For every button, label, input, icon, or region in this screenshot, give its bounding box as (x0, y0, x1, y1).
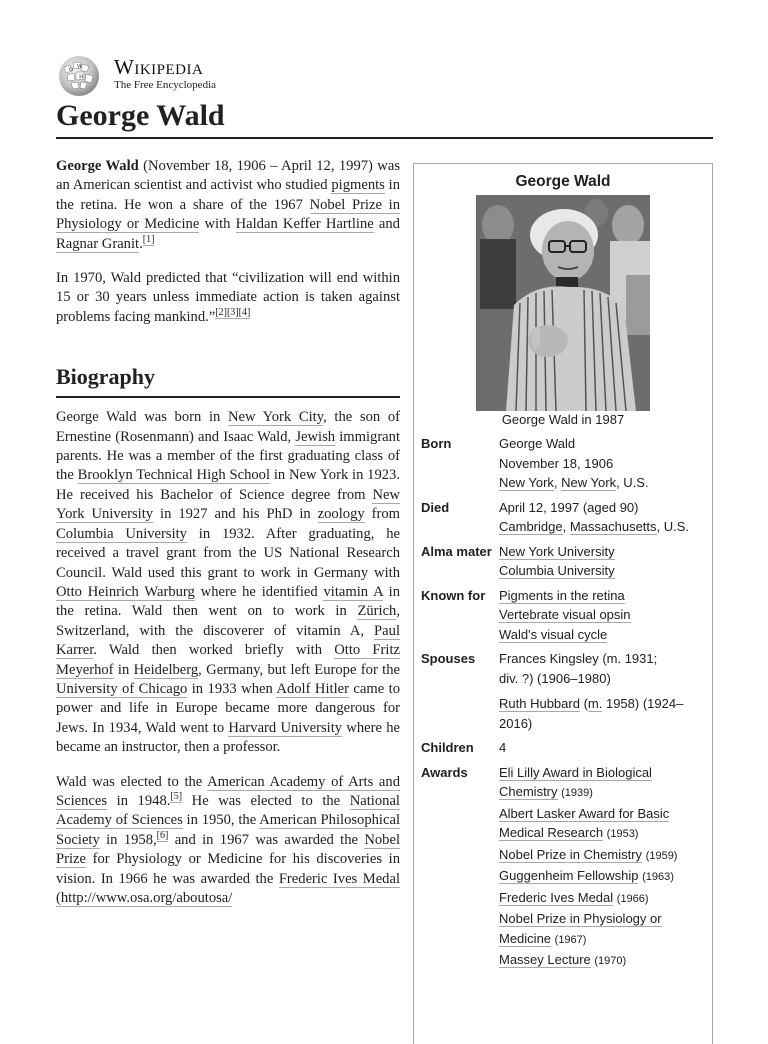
svg-text:И: И (79, 74, 84, 80)
link-married-abbr[interactable]: m. (587, 696, 603, 711)
link-frederic-ives-medal[interactable]: Frederic Ives Medal (http://www.osa.org/aboutosa/ (56, 870, 401, 906)
link-award[interactable]: Nobel Prize in Physiology or (499, 911, 662, 926)
link-otto-meyerhof[interactable]: Otto Fritz Meyerhof (56, 642, 400, 678)
link-american-academy[interactable]: American Academy of Arts and Sciences (56, 773, 400, 809)
award-item (499, 804, 709, 824)
link-nyu[interactable]: New York University (56, 486, 400, 523)
link-pigments[interactable]: pigments (331, 177, 385, 194)
text: for Physiology or Medicine for his discoveries in vision. In 1966 he was awarded the (56, 851, 400, 887)
award-item (499, 888, 709, 910)
link-award[interactable]: Chemistry (499, 784, 558, 799)
link-ragnar-granit[interactable]: Ragnar Granit (56, 235, 140, 252)
wikipedia-globe-icon (56, 55, 102, 97)
label-born: Born (421, 436, 452, 451)
reference-5[interactable]: [5] (170, 791, 183, 803)
link-brooklyn-tech[interactable]: Brooklyn Technical High School (77, 467, 271, 484)
value-known-for (499, 586, 709, 645)
text: , Switzerland, with the discoverer of vitamin A, (56, 603, 400, 639)
text: He was elected to the (182, 792, 350, 809)
link-nobel-prize[interactable]: Nobel Prize (56, 831, 400, 868)
infobox (413, 163, 713, 1044)
text: in the retina. He won a share of the 1967 (56, 177, 400, 213)
text: immigrant parents. He was a member of the first graduating class of the (56, 428, 401, 484)
value-spouses (499, 649, 709, 733)
label-known-for: Known for (421, 587, 486, 603)
label-awards: Awards (421, 764, 468, 780)
text: , Germany, but left Europe for the (198, 661, 400, 678)
text: and in 1967 was awarded the (168, 831, 365, 848)
link-massachusetts[interactable]: Massachusetts (569, 519, 657, 534)
text: where he became an instructor, then a professor. (56, 719, 400, 756)
text: 1958) (1924– (602, 696, 684, 711)
link-pigments-retina[interactable]: in the retina (553, 587, 625, 603)
text: in 1950, the (182, 812, 260, 829)
award-year: (1967) (554, 933, 587, 946)
row-born (421, 434, 709, 493)
row-died (421, 498, 709, 537)
text: ( (579, 696, 588, 711)
link-award[interactable]: Medical Research (499, 825, 604, 840)
portrait-caption: George Wald in 1987 (501, 412, 625, 427)
article-body (56, 157, 400, 923)
link-award[interactable]: Nobel Prize in Chemistry (499, 846, 643, 862)
link-national-academy[interactable]: National Academy of Sciences (56, 792, 400, 829)
text: (November 18, 1906 – April 12, 1997) was an American scientist and activist who studied (56, 158, 400, 194)
infobox-rows (421, 434, 709, 977)
link-pigments[interactable]: Pigments (499, 587, 554, 603)
award-year: (1939) (561, 787, 593, 799)
award-item (499, 823, 709, 845)
reference-1[interactable]: [1] (142, 233, 155, 245)
wordmark (114, 55, 216, 91)
award-item (499, 763, 709, 783)
value-died (499, 498, 709, 537)
text: and (373, 216, 400, 233)
row-spouses (421, 649, 709, 733)
link-nobel-prize-physiology[interactable]: Nobel Prize in Physiology or Medicine (56, 196, 400, 233)
biography-paragraph-1 (56, 408, 400, 757)
link-award[interactable]: Albert Lasker Award for Basic (499, 805, 670, 821)
born-date: November 18, 1906 (499, 455, 614, 471)
text: , (562, 519, 570, 534)
text: in 1948. (107, 792, 171, 809)
text: , U.S. (616, 475, 649, 490)
award-item (499, 845, 709, 867)
text: in the retina. Wald then went on to work in (56, 583, 401, 620)
link-american-philosophical-society[interactable]: American Philosophical Society (56, 812, 400, 848)
wordmark-tagline: The Free Encyclopedia (114, 79, 217, 91)
link-new-york-city[interactable]: New York City (228, 409, 324, 426)
label-alma-mater: Alma mater (421, 543, 492, 559)
text: In 1970, Wald predicted that “civilization will end within 15 or 30 years unless immediate action is taken against problems facing mankind.” (56, 270, 400, 325)
line (499, 605, 709, 625)
link-jewish[interactable]: Jewish (295, 428, 336, 445)
biography-paragraph-2 (56, 773, 400, 909)
text: in 1932. After graduating, he received a travel grant from the US National Research Council. Wald used this grant to work in Germany with (56, 525, 400, 581)
spouse-2-line-1 (499, 694, 709, 714)
section-divider (56, 396, 400, 398)
link-award[interactable]: Medicine (499, 930, 552, 946)
spouse-2-line-2: 2016) (499, 715, 533, 731)
text: . (139, 235, 143, 252)
text: , the son of Ernestine (Rosenmann) and Isaac Wald, (56, 409, 400, 445)
section-heading-biography: Biography (56, 364, 156, 390)
label-spouses: Spouses (421, 651, 476, 666)
reference-6[interactable]: [6] (156, 829, 169, 841)
link-visual-cycle[interactable]: Wald's visual cycle (499, 626, 608, 642)
link-cambridge[interactable]: Cambridge (499, 519, 563, 534)
link-columbia[interactable]: Columbia University (499, 563, 615, 578)
born-name: George Wald (499, 436, 576, 451)
link-heidelberg[interactable]: Heidelberg (133, 661, 199, 678)
line (499, 542, 709, 562)
reference-3[interactable]: [3] (226, 306, 239, 318)
link-nyu[interactable]: New York University (499, 543, 615, 559)
wordmark-title: Wikipedia (114, 55, 204, 79)
died-date: April 12, 1997 (aged 90) (499, 499, 639, 515)
link-paul-karrer[interactable]: Paul Karrer (56, 622, 400, 659)
award-item (499, 866, 709, 888)
line (499, 586, 709, 606)
text: in (113, 661, 134, 678)
spouse-1-line-2: div. ?) (1906–1980) (499, 670, 611, 686)
text: where he identified (194, 583, 324, 600)
text: . Wald then worked briefly with (93, 642, 335, 659)
infobox-title: George Wald (515, 173, 611, 190)
award-year: (1953) (606, 828, 639, 840)
award-item (499, 782, 709, 804)
value-awards (499, 763, 709, 972)
link-award[interactable]: Frederic Ives Medal (499, 889, 614, 905)
text: in 1933 when (187, 680, 277, 697)
intro-paragraph-1 (56, 157, 400, 254)
row-alma-mater (421, 542, 709, 581)
award-year: (1970) (594, 955, 627, 967)
link-award[interactable]: Guggenheim Fellowship (499, 868, 639, 883)
text: with (199, 216, 236, 233)
row-awards (421, 763, 709, 972)
link-award[interactable]: Massey Lecture (499, 952, 591, 967)
line (499, 561, 709, 581)
link-ruth-hubbard[interactable]: Ruth Hubbard (499, 696, 580, 711)
award-year: (1959) (645, 849, 678, 862)
svg-text:Ω: Ω (69, 67, 74, 73)
reference-4[interactable]: [4] (238, 306, 251, 318)
born-place (499, 473, 709, 493)
link-adolf-hitler[interactable]: Adolf Hitler (276, 680, 349, 697)
link-haldan-keffer-hartline[interactable]: Haldan Keffer Hartline (235, 216, 374, 233)
link-zurich[interactable]: Zürich (357, 603, 397, 620)
died-place (499, 517, 709, 537)
text: in New York in 1923. He received his Bachelor of Science degree from (56, 467, 400, 503)
reference-2[interactable]: [2] (215, 306, 227, 318)
link-award[interactable]: Eli Lilly Award in Biological (499, 764, 652, 780)
label-children: Children (421, 740, 474, 755)
link-new-york-state[interactable]: New York (561, 475, 617, 490)
label-died: Died (421, 499, 450, 515)
text: , U.S. (656, 519, 690, 534)
link-new-york-city[interactable]: New York (499, 475, 554, 490)
portrait-photo[interactable] (476, 195, 650, 411)
award-item (499, 929, 709, 951)
row-known-for (421, 586, 709, 645)
line (499, 625, 709, 645)
text: Wald was elected to the (56, 773, 208, 790)
link-zoology[interactable]: zoology (317, 506, 365, 523)
title-divider (56, 137, 713, 139)
text: in 1927 and his PhD in (153, 506, 318, 523)
svg-text:W: W (77, 64, 83, 70)
text: came to power and life in Europe became more dangerous for Jews. In 1934, Wald went to (56, 680, 400, 736)
intro-paragraph-2 (56, 269, 400, 327)
award-year: (1966) (616, 892, 649, 905)
value-born (499, 434, 709, 493)
value-children: 4 (499, 740, 507, 755)
link-otto-warburg[interactable]: Otto Heinrich Warburg (56, 583, 195, 600)
subject-name: George Wald (56, 158, 139, 174)
text: in 1958, (99, 831, 157, 848)
spouse-1-line-1: Frances Kingsley (m. 1931; (499, 651, 658, 666)
page-title: George Wald (56, 99, 225, 132)
text: from (364, 506, 400, 523)
text: George Wald was born in (56, 409, 228, 426)
link-harvard-university[interactable]: Harvard University (228, 719, 343, 736)
row-children (421, 738, 709, 758)
award-item (499, 909, 709, 929)
value-alma-mater (499, 542, 709, 581)
award-year: (1963) (642, 871, 674, 883)
award-item (499, 950, 709, 972)
link-vitamin-a[interactable]: vitamin A (323, 583, 383, 600)
link-university-of-chicago[interactable]: University of Chicago (56, 680, 188, 697)
link-columbia-university[interactable]: Columbia University (56, 525, 187, 542)
link-visual-opsin[interactable]: Vertebrate visual opsin (499, 607, 631, 622)
text: , (553, 475, 562, 490)
